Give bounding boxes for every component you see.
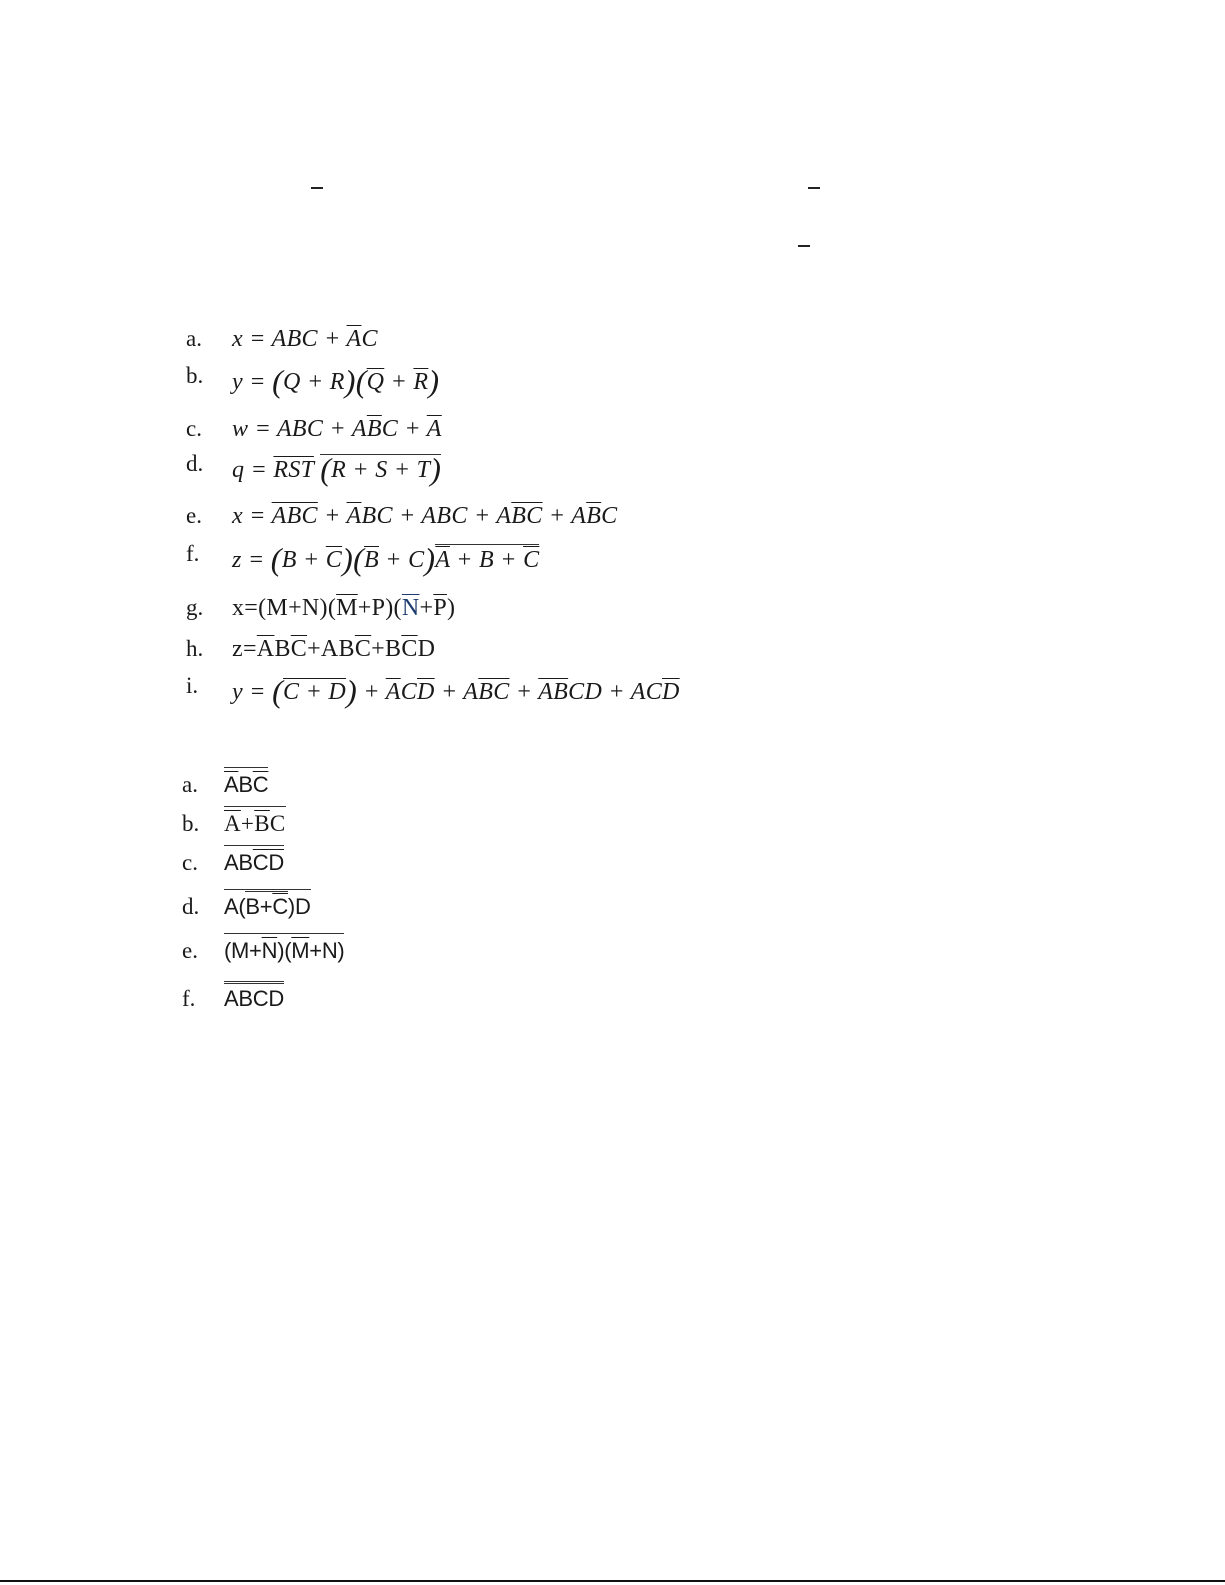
item-expression: $x=(M+N)(\overline{M}+P)(\overline{N}+\overline{P})$ — [232, 595, 456, 621]
item-expression: $z=\overline{A}B\overline{C}+AB\overline{C}+B\overline{C}D$ — [232, 636, 436, 662]
item-label: i. — [186, 673, 199, 698]
item-label: b. — [186, 363, 204, 388]
item-label: a. — [186, 326, 202, 351]
item-label: f. — [186, 541, 200, 566]
item-label: c. — [182, 850, 198, 875]
item-label: c. — [186, 416, 202, 441]
item-expression: $\overline{A}B\overline{C}$ — [224, 772, 268, 798]
item-expression: $\overline{A}+\overline{B}C$ — [224, 811, 286, 837]
item-expression: $z = (B + \overline{C})(\overline{B} + C)\overline{A} + B + \overline{C}$ — [232, 541, 540, 577]
item-label: e. — [186, 503, 202, 528]
item-expression: $y = (Q + R)(\overline{Q} + \overline{R})$ — [232, 363, 440, 399]
item-expression: x = ABC + $\overline{A}C$ — [232, 326, 378, 352]
item-label: d. — [182, 894, 200, 919]
item-expression: ABCD — [224, 986, 284, 1012]
item-label: d. — [186, 451, 204, 476]
stray-overbar — [798, 245, 810, 247]
item-expression: $A(B+\overline{C})D$ — [224, 894, 311, 920]
stray-overbar — [311, 187, 323, 189]
item-expression: $q = \overline{RST}$ (R + S + T) — [232, 451, 442, 487]
item-label: a. — [182, 772, 198, 797]
item-expression: w = ABC + $A\overline{B}C + \overline{A}$ — [232, 416, 442, 442]
item-expression: $(M+\overline{N})(\overline{M}+N)$ — [224, 938, 344, 964]
item-label: h. — [186, 636, 204, 661]
stray-overbar — [808, 187, 820, 189]
item-expression: $y = (C + D) + \overline{A}C\overline{D} + A\overline{BC} + \overline{AB}CD + AC\overline{D}$ — [232, 673, 680, 709]
item-expression: $x = \overline{ABC} + \overline{A}BC$ + ABC + $A\overline{BC} + A\overline{B}C$ — [232, 503, 618, 529]
item-label: e. — [182, 938, 198, 963]
item-label: f. — [182, 986, 196, 1011]
item-label: g. — [186, 595, 204, 620]
page-bottom-rule — [0, 1580, 1225, 1582]
item-expression: $AB\overline{CD}$ — [224, 850, 284, 876]
item-label: b. — [182, 811, 200, 836]
